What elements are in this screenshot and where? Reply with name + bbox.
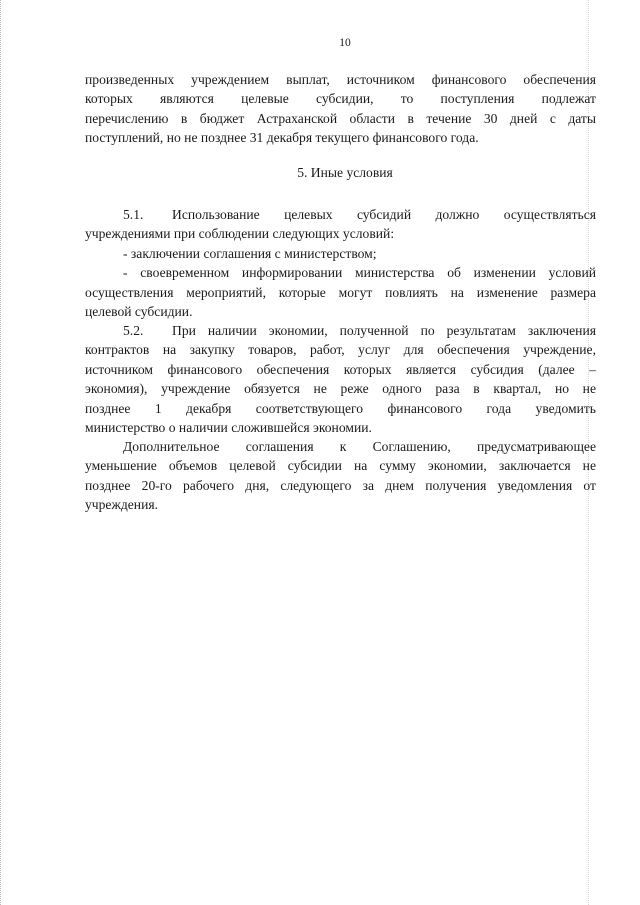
text-line: - своевременном информировании министерства об изменении условий (123, 265, 596, 281)
text-line: учреждениями при соблюдении следующих условий: (85, 226, 395, 242)
clause-number: 5.2. (123, 323, 144, 338)
clause-number: 5.1. (123, 207, 144, 222)
page-number: 10 (339, 37, 351, 49)
text-line: учреждения. (85, 497, 159, 513)
text-line: Дополнительное соглашения к Соглашению, предусматривающее (123, 439, 596, 454)
text-line: позднее 1 декабря соответствующего финансового года уведомить (85, 400, 596, 416)
text-line: министерство о наличии сложившейся экономии. (85, 420, 372, 436)
text-line: целевой субсидии. (85, 304, 193, 320)
text-line: произведенных учреждением выплат, источником финансового обеспечения (85, 72, 596, 87)
text-line: экономия), учреждение обязуется не реже одного раза в квартал, но не (85, 381, 596, 397)
closing-paragraph (85, 437, 596, 515)
text-line: позднее 20-го рабочего дня, следующего за днем получения уведомления от (85, 477, 596, 493)
text-line: контрактов на закупку товаров, работ, услуг для обеспечения учреждение, (85, 342, 596, 358)
text-line: осуществления мероприятий, которые могут повлиять на изменение размера (85, 284, 596, 300)
clause-first-line (85, 321, 596, 340)
clause-5-2 (85, 321, 596, 437)
text-line: - заключении соглашения с министерством; (123, 245, 377, 261)
text-line: уменьшение объемов целевой субсидии на сумму экономии, заключается не (85, 458, 596, 474)
clause-first-line (85, 205, 596, 224)
text-line: которых являются целевые субсидии, то поступления подлежат (85, 91, 596, 107)
text-line: поступлений, но не позднее 31 декабря текущего финансового года. (85, 130, 479, 146)
clause-text: Использование целевых субсидий должно осуществляться (172, 207, 596, 222)
clause-5-1 (85, 205, 596, 321)
text-line: перечислению в бюджет Астраханской области в течение 30 дней с даты (85, 110, 596, 126)
text-line: источником финансового обеспечения которых является субсидия (далее – (85, 361, 596, 377)
clause-text: При наличии экономии, полученной по результатам заключения (172, 323, 596, 338)
intro-paragraph (85, 70, 596, 148)
section-heading: 5. Иные условия (297, 165, 393, 180)
scan-left-edge (0, 0, 2, 905)
